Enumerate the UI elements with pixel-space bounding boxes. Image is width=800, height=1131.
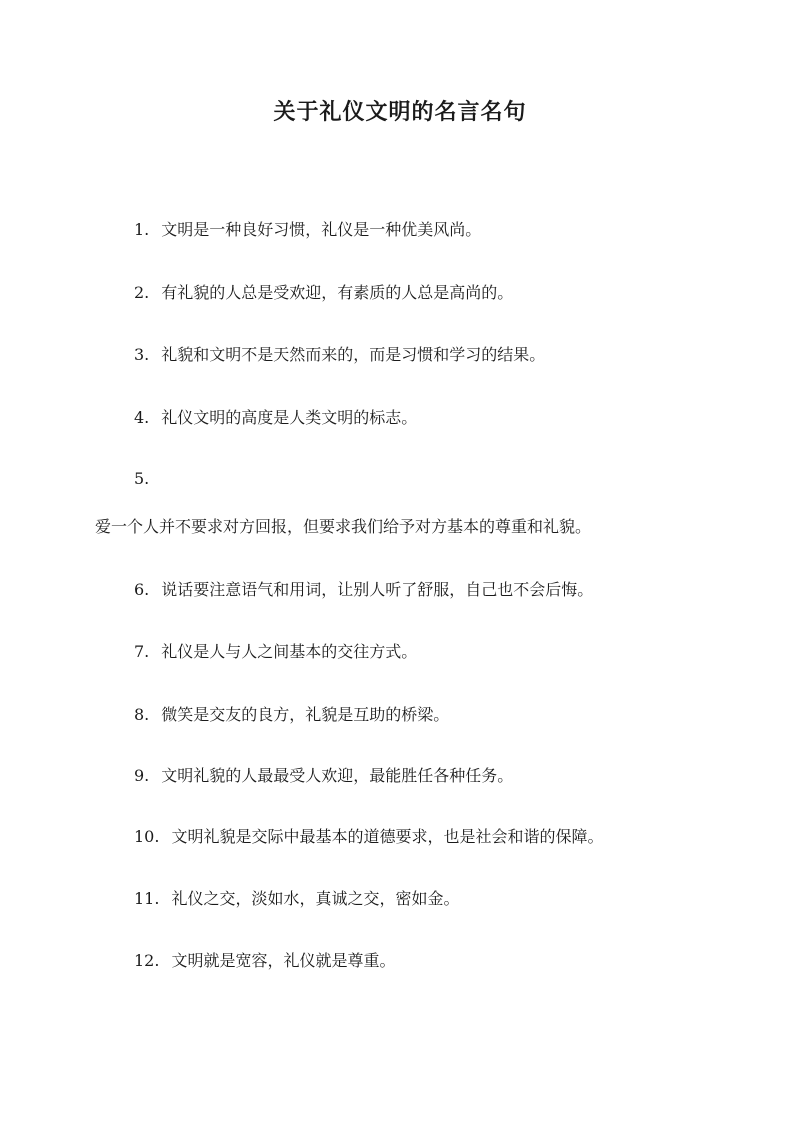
list-item [134,343,545,367]
item-text: 礼仪是人与人之间基本的交往方式。 [161,642,418,661]
item-number: 12. [134,951,160,970]
list-item [134,703,449,727]
item-number: 7. [134,642,150,661]
item-number: 9. [134,766,150,785]
list-item [134,218,481,242]
item-number: 6. [134,580,150,599]
list-item [134,887,459,911]
item-number: 10. [134,827,160,846]
document-title: 关于礼仪文明的名言名句 [273,99,527,125]
list-item [134,640,417,664]
item-number: 4. [134,408,150,427]
item-number: 8. [134,705,150,724]
item-text: 礼仪之交，淡如水，真诚之交，密如金。 [171,889,460,908]
item-number: 11. [134,889,160,908]
item-text: 有礼貌的人总是受欢迎，有素质的人总是高尚的。 [161,283,514,302]
item-text: 文明是一种良好习惯，礼仪是一种优美风尚。 [161,220,482,239]
item-number: 5. [134,469,150,488]
item-text: 文明就是宽容，礼仪就是尊重。 [171,951,396,970]
list-item [134,406,417,430]
list-item-continuation: 爱一个人并不要求对方回报，但要求我们给予对方基本的尊重和礼貌。 [95,517,592,536]
list-item [134,281,513,305]
item-text: 文明礼貌是交际中最基本的道德要求，也是社会和谐的保障。 [171,827,604,846]
item-number: 2. [134,283,150,302]
list-item [134,825,603,849]
item-text: 微笑是交友的良方，礼貌是互助的桥梁。 [161,705,450,724]
list-item [134,949,395,973]
item-number: 1. [134,220,150,239]
item-text: 说话要注意语气和用词，让别人听了舒服，自己也不会后悔。 [161,580,594,599]
item-text: 礼仪文明的高度是人类文明的标志。 [161,408,418,427]
list-item [134,578,593,602]
item-text: 文明礼貌的人最最受人欢迎，最能胜任各种任务。 [161,766,514,785]
list-item [134,467,161,491]
item-text: 礼貌和文明不是天然而来的，而是习惯和学习的结果。 [161,345,546,364]
list-item [134,764,513,788]
item-number: 3. [134,345,150,364]
